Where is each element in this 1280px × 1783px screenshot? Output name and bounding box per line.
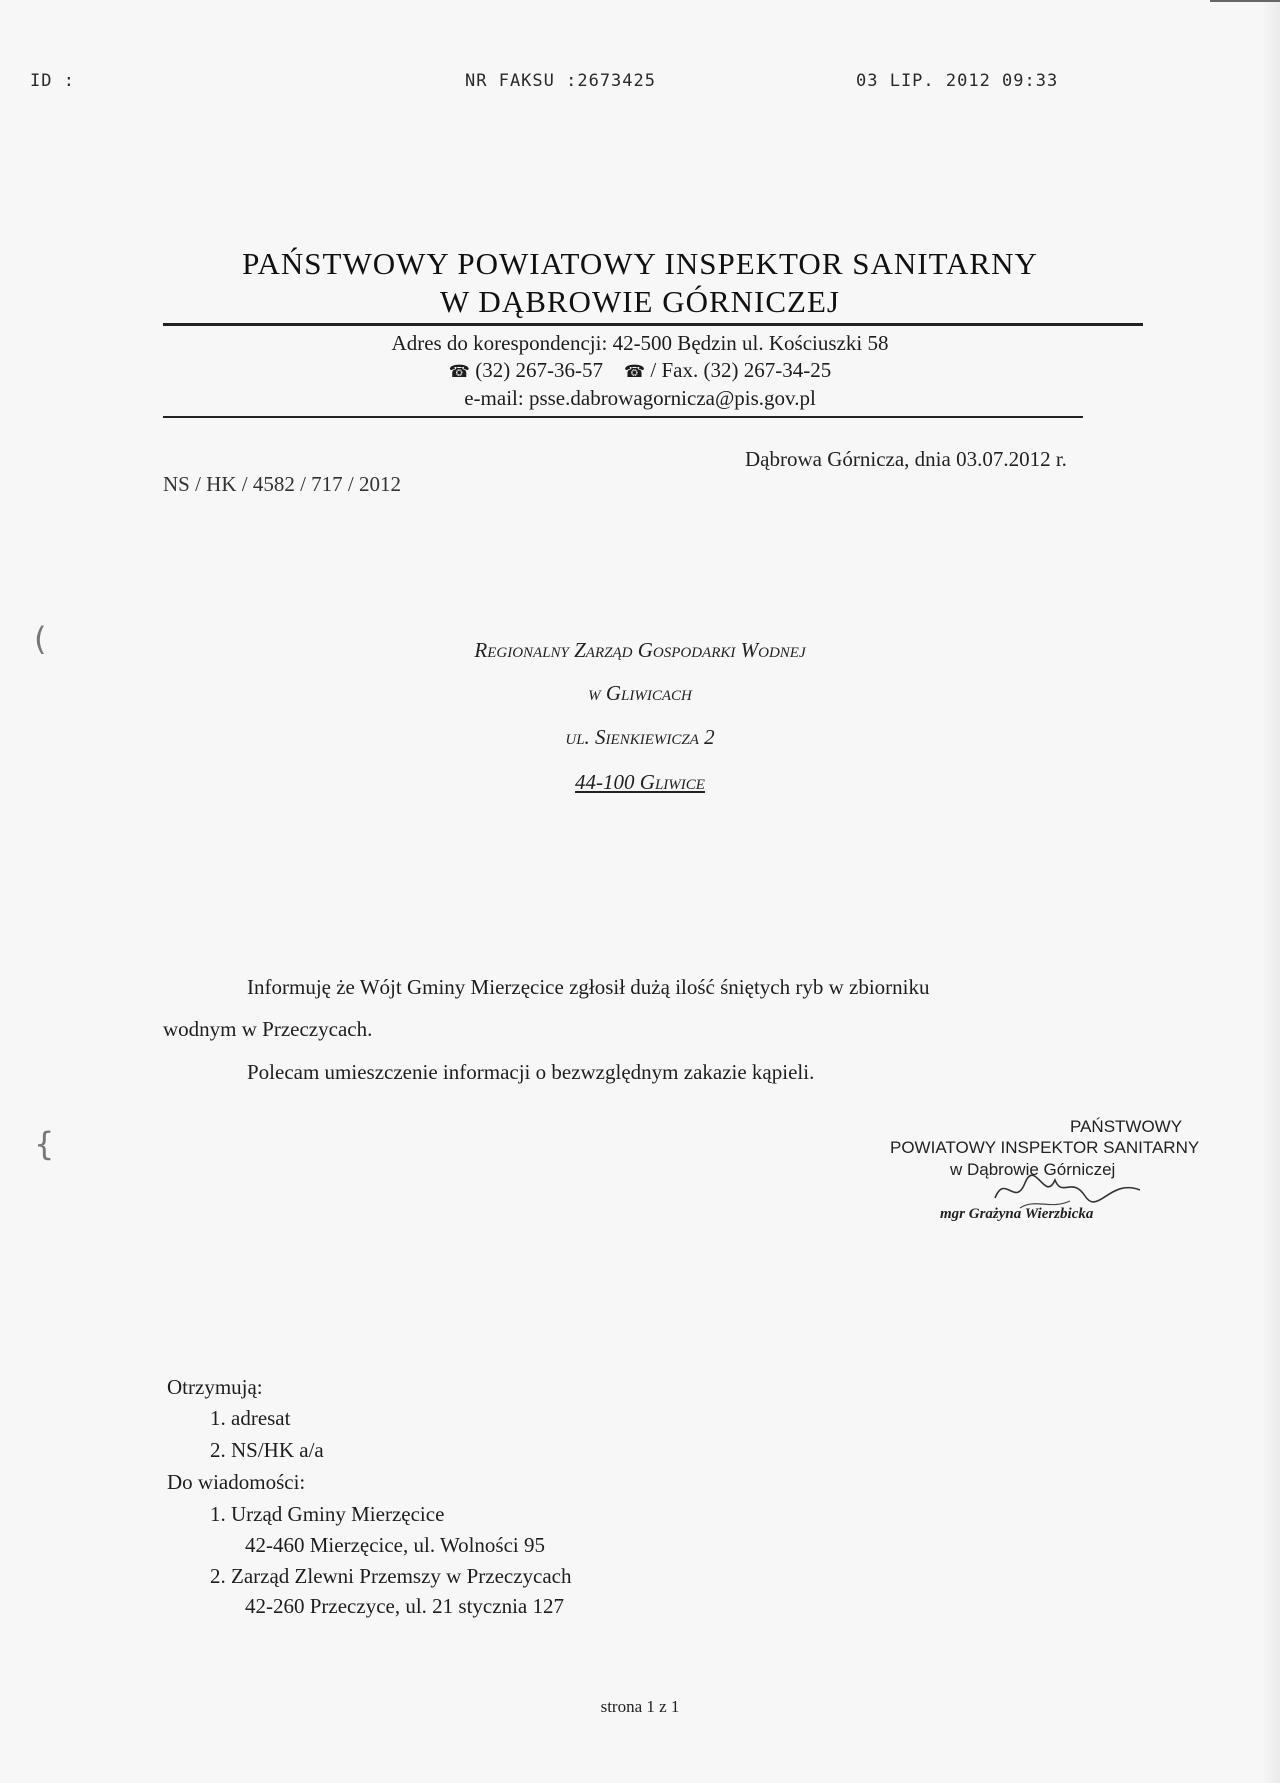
letterhead-top-rule (163, 323, 1143, 326)
info-label: Do wiadomości: (167, 1470, 306, 1494)
letterhead-title-line1: PAŃSTWOWY POWIATOWY INSPEKTOR SANITARNY (242, 246, 1038, 281)
letterhead-address: Adres do korespondencji: 42-500 Będzin ul. Kościuszki 58 (391, 331, 889, 355)
letterhead-bottom-rule (163, 416, 1083, 418)
fax-label: / Fax. (650, 358, 699, 382)
received-label: Otrzymują: (167, 1375, 263, 1399)
fax-number: NR FAKSU :2673425 (465, 71, 656, 91)
recipient-line1: Regionalny Zarząd Gospodarki Wodnej (474, 638, 806, 662)
reference-number: NS / HK / 4582 / 717 / 2012 (163, 472, 402, 496)
scan-bracket-mark: ( (34, 620, 47, 658)
body-paragraph1-line1: Informuję że Wójt Gminy Mierzęcice zgłosił dużą ilość śniętych ryb w zbiorniku (247, 975, 930, 999)
page-footer: strona 1 z 1 (600, 1697, 680, 1716)
received-item-2: 2. NS/HK a/a (210, 1438, 324, 1462)
info-item-1: 1. Urząd Gminy Mierzęcice (210, 1502, 445, 1526)
letterhead-email (0, 386, 1280, 411)
stamp-line2: POWIATOWY INSPEKTOR SANITARNY (890, 1138, 1200, 1157)
recipient-line3: ul. Sienkiewicza 2 (565, 725, 715, 749)
phone-number: (32) 267-36-57 (475, 358, 603, 382)
stamp-signatory-name: mgr Grażyna Wierzbicka (940, 1206, 1094, 1222)
scan-mark (1210, 0, 1280, 2)
place-date: Dąbrowa Górnicza, dnia 03.07.2012 r. (745, 447, 1067, 471)
letterhead-phone-fax (0, 358, 1280, 383)
telephone-icon: ☎ (448, 362, 470, 382)
info-item-2: 2. Zarząd Zlewni Przemszy w Przeczycach (210, 1564, 572, 1588)
recipient-line4: 44-100 Gliwice (575, 770, 705, 794)
info-item-2-address: 42-260 Przeczyce, ul. 21 stycznia 127 (245, 1594, 564, 1618)
email-label: e-mail: (464, 386, 524, 410)
body-paragraph2: Polecam umieszczenie informacji o bezwzględnym zakazie kąpieli. (247, 1060, 815, 1084)
received-item-1: 1. adresat (210, 1406, 291, 1430)
fax-date-time: 03 LIP. 2012 09:33 (856, 71, 1059, 91)
fax-number-contact: (32) 267-34-25 (703, 358, 832, 382)
recipient-line2: w Gliwicach (588, 681, 692, 705)
stamp-line3: w Dąbrowie Górniczej (950, 1160, 1116, 1179)
letterhead-title-line2: W DĄBROWIE GÓRNICZEJ (439, 284, 840, 319)
body-paragraph1-line2: wodnym w Przeczycach. (163, 1017, 373, 1041)
fax-id: ID : (30, 71, 75, 91)
info-item-1-address: 42-460 Mierzęcice, ul. Wolności 95 (245, 1533, 546, 1557)
scan-bracket-mark: { (34, 1125, 55, 1163)
stamp-line1: PAŃSTWOWY (1070, 1117, 1183, 1136)
telephone-icon: ☎ (623, 362, 646, 382)
email-address: psse.dabrowagornicza@pis.gov.pl (528, 386, 816, 410)
